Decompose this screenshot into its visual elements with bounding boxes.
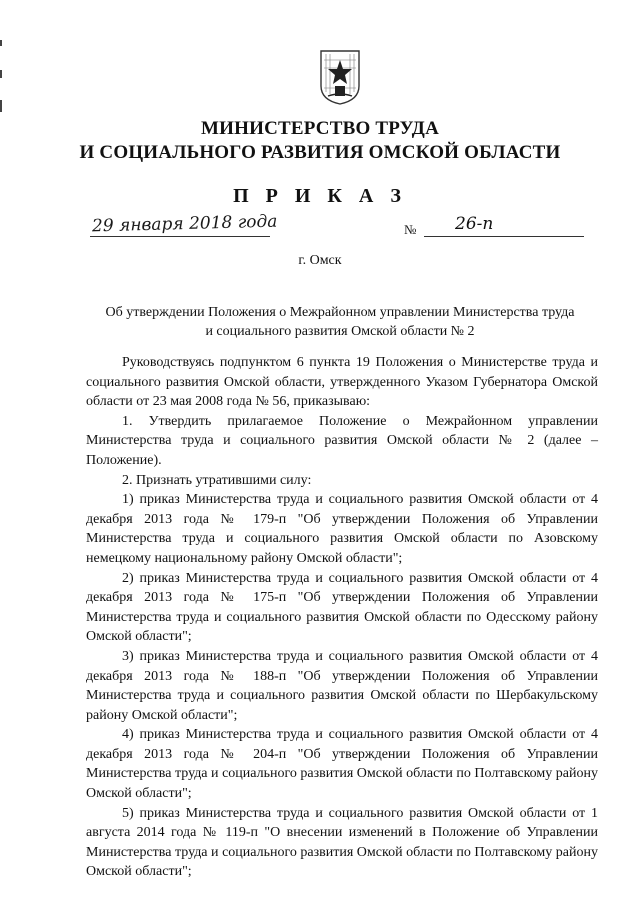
coat-of-arms-icon bbox=[318, 48, 362, 106]
order-body bbox=[86, 353, 598, 882]
ministry-name-line2: И СОЦИАЛЬНОГО РАЗВИТИЯ ОМСКОЙ ОБЛАСТИ bbox=[79, 142, 561, 163]
number-label: № bbox=[404, 222, 417, 237]
order-subject bbox=[80, 303, 600, 341]
number-underline bbox=[424, 236, 584, 237]
body-paragraph: 2) приказ Министерства труда и социального развития Омской области от 4 декабря 2013 года № 175-п "Об утверждении Положения об Управлении Министерства труда и социального развития Омской области по Одесскому району Омской области"; bbox=[86, 570, 598, 645]
date-underline bbox=[90, 236, 270, 237]
body-paragraph: 1) приказ Министерства труда и социального развития Омской области от 4 декабря 2013 года № 179-п "Об утверждении Положения об Управлении Министерства труда и социального развития Омской области по Азовскому немецкому национальному району Омской области"; bbox=[86, 492, 598, 566]
ministry-name-line1: МИНИСТЕРСТВО ТРУДА bbox=[201, 118, 439, 139]
body-paragraph: 4) приказ Министерства труда и социального развития Омской области от 4 декабря 2013 года № 204-п "Об утверждении Положения об Управлении Министерства труда и социального развития Омской области по Полтавскому району Омской области"; bbox=[86, 727, 598, 802]
ministry-name bbox=[0, 117, 640, 165]
city-line: г. Омск bbox=[298, 253, 342, 268]
scan-margin-mark bbox=[0, 40, 2, 46]
handwritten-date: 29 января 2018 года bbox=[91, 211, 278, 237]
subject-line2: и социального развития Омской области № 2 bbox=[205, 324, 475, 339]
body-paragraph: Руководствуясь подпунктом 6 пункта 19 Положения о Министерстве труда и социального развития Омской области, утвержденного Указом Губернатора Омской области от 23 мая 2008 года № 56, приказываю: bbox=[86, 355, 598, 410]
handwritten-number: 26-п bbox=[455, 214, 494, 234]
body-paragraph: 1. Утвердить прилагаемое Положение о Межрайонном управлении Министерства труда и социального развития Омской области № 2 (далее – Положение). bbox=[86, 413, 598, 468]
scan-margin-mark bbox=[0, 100, 2, 112]
body-paragraph: 3) приказ Министерства труда и социального развития Омской области от 4 декабря 2013 года № 188-п "Об утверждении Положения об Управлении Министерства труда и социального развития Омской области по Шербакульскому району Омской области"; bbox=[86, 648, 598, 723]
document-type-title: П Р И К А З bbox=[233, 185, 407, 207]
subject-line1: Об утверждении Положения о Межрайонном управлении Министерства труда bbox=[105, 305, 575, 320]
body-paragraph: 5) приказ Министерства труда и социального развития Омской области от 1 августа 2014 года № 119-п "О внесении изменений в Положение об Управлении Министерства труда и социального развития Омской области по Полтавскому району Омской области"; bbox=[86, 805, 598, 880]
scan-margin-mark bbox=[0, 70, 2, 78]
body-paragraph: 2. Признать утратившими силу: bbox=[122, 472, 312, 488]
